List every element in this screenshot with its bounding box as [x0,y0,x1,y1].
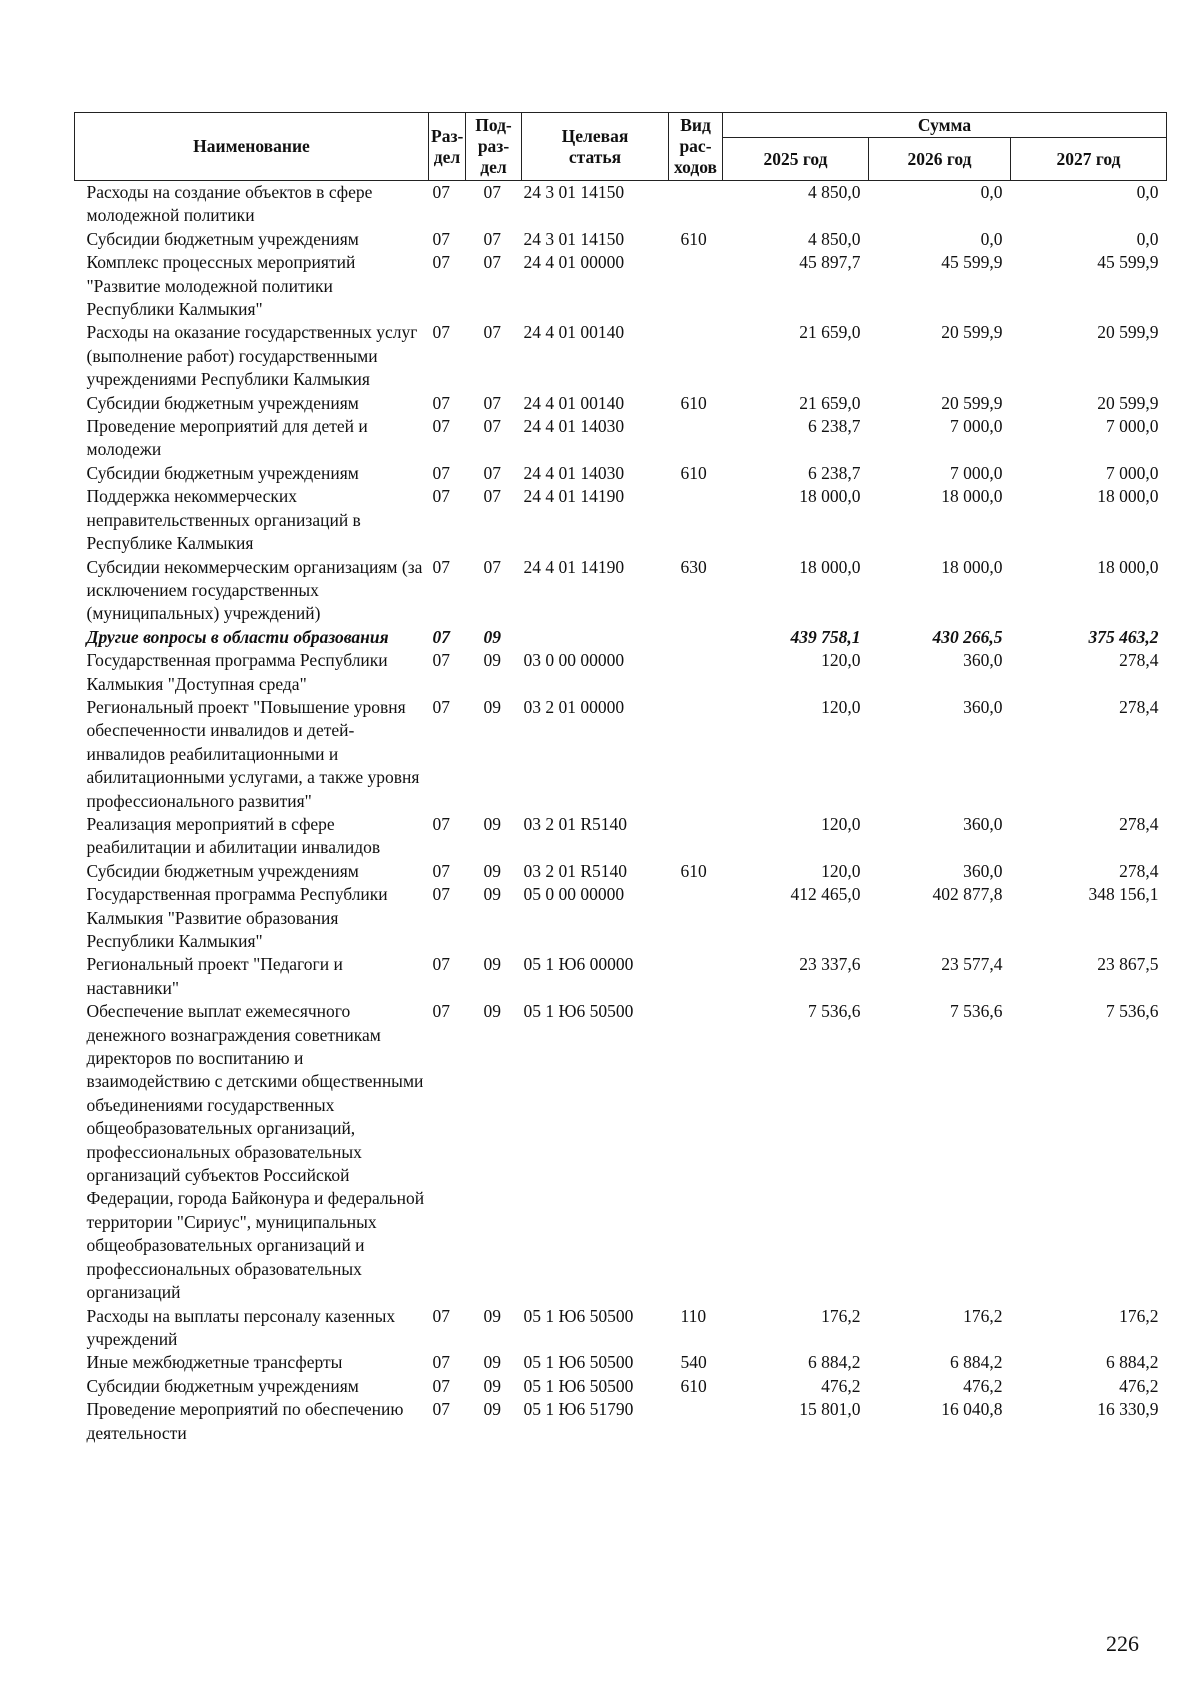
cell-vid [669,251,723,321]
cell-razdel: 07 [432,1305,450,1326]
cell-podrazdel: 07 [483,556,501,577]
cell-razdel: 07 [432,462,450,483]
cell-podrazdel: 09 [483,884,501,905]
cell-vid: 610 [680,462,707,483]
cell-2026: 20 599,9 [941,322,1003,343]
cell-name: Комплекс процессных мероприятий "Развитие молодежной политики Республики Калмыкия" [86,252,356,320]
cell-podrazdel: 09 [483,626,501,647]
cell-name: Расходы на создание объектов в сфере молодежной политики [86,182,373,226]
cell-2026: 45 599,9 [941,252,1003,273]
cell-2025: 15 801,0 [799,1399,861,1420]
cell-name: Субсидии бюджетным учреждениям [86,228,359,249]
cell-razdel: 07 [432,696,450,717]
cell-2026: 0,0 [980,228,1003,249]
header-razdel-text: Раз- дел [431,125,464,167]
cell-celevaya: 24 4 01 00140 [523,322,625,343]
cell-razdel: 07 [432,1375,450,1396]
cell-razdel: 07 [432,486,450,507]
cell-vid [669,953,723,1000]
table-row [75,181,1167,228]
cell-celevaya: 05 0 00 00000 [523,884,625,905]
cell-2025: 18 000,0 [799,556,861,577]
table-row [75,1351,1167,1374]
table-row [75,626,1167,649]
cell-2025: 18 000,0 [799,486,861,507]
cell-name: Расходы на выплаты персоналу казенных учреждений [86,1305,396,1349]
header-year-2026: 2026 год [869,138,1011,181]
cell-2027: 278,4 [1119,860,1159,881]
cell-podrazdel: 09 [483,696,501,717]
cell-vid [669,626,723,649]
table-row [75,883,1167,953]
cell-vid [669,696,723,813]
table-row [75,649,1167,696]
cell-name: Субсидии бюджетным учреждениям [86,462,359,483]
cell-celevaya: 24 4 01 14190 [523,556,625,577]
table-header [75,113,1167,181]
table-row [75,696,1167,813]
cell-2027: 6 884,2 [1106,1352,1159,1373]
cell-podrazdel: 07 [483,182,501,202]
cell-celevaya: 03 2 01 R5140 [523,860,628,881]
cell-2027: 375 463,2 [1088,626,1159,647]
cell-name: Иные межбюджетные трансферты [86,1352,343,1373]
table-row [75,1375,1167,1398]
cell-vid [669,181,723,228]
cell-razdel: 07 [432,1399,450,1420]
cell-celevaya: 05 1 Ю6 50500 [523,1001,634,1022]
cell-razdel: 07 [432,1352,450,1373]
cell-2026: 20 599,9 [941,392,1003,413]
cell-2027: 476,2 [1119,1375,1159,1396]
cell-2026: 16 040,8 [941,1399,1003,1420]
cell-2027: 348 156,1 [1088,884,1159,905]
cell-razdel: 07 [432,650,450,671]
cell-name: Региональный проект "Педагоги и наставники" [86,954,343,998]
cell-celevaya: 05 1 Ю6 00000 [523,954,634,975]
cell-vid: 630 [680,556,707,577]
cell-2026: 402 877,8 [932,884,1003,905]
cell-2025: 6 238,7 [808,416,861,437]
table-row [75,1305,1167,1352]
cell-name: Проведение мероприятий по обеспечению деятельности [86,1399,404,1443]
cell-2025: 176,2 [821,1305,861,1326]
cell-podrazdel: 09 [483,1352,501,1373]
header-celevaya [522,113,669,181]
cell-name: Другие вопросы в области образования [86,626,389,647]
cell-2026: 430 266,5 [932,626,1003,647]
cell-celevaya: 24 4 01 14030 [523,462,625,483]
table-row [75,860,1167,883]
header-year-2025: 2025 год [723,138,869,181]
cell-razdel: 07 [432,322,450,343]
cell-vid [669,415,723,462]
cell-name: Субсидии бюджетным учреждениям [86,1375,359,1396]
cell-podrazdel: 07 [483,462,501,483]
cell-podrazdel: 07 [483,416,501,437]
cell-2027: 0,0 [1136,182,1159,202]
cell-razdel: 07 [432,416,450,437]
cell-name: Реализация мероприятий в сфере реабилитации и абилитации инвалидов [86,813,381,858]
cell-2025: 120,0 [821,860,861,881]
header-summa: Сумма [723,113,1167,138]
cell-celevaya: 24 3 01 14150 [523,182,625,202]
cell-vid [669,1000,723,1304]
cell-2026: 18 000,0 [941,486,1003,507]
cell-vid [669,321,723,391]
cell-name: Государственная программа Республики Калмыкия "Доступная среда" [86,650,388,694]
cell-2026: 360,0 [963,696,1003,717]
cell-razdel: 07 [432,252,450,273]
cell-razdel: 07 [432,182,450,202]
cell-name: Субсидии некоммерческим организациям (за исключением государственных (муниципальных) учреждений) [86,556,423,624]
cell-2025: 4 850,0 [808,228,861,249]
cell-vid: 610 [680,1375,707,1396]
cell-celevaya: 03 0 00 00000 [523,650,625,671]
cell-celevaya: 24 3 01 14150 [523,228,625,249]
cell-2027: 16 330,9 [1097,1399,1159,1420]
table-row [75,485,1167,555]
cell-2027: 278,4 [1119,696,1159,717]
cell-podrazdel: 09 [483,1399,501,1420]
cell-2026: 23 577,4 [941,954,1003,975]
cell-name: Региональный проект "Повышение уровня обеспеченности инвалидов и детей-инвалидов реабилитационными и абилитационными услугами, а также уровня профессионального развития" [86,696,420,811]
cell-podrazdel: 07 [483,486,501,507]
cell-2027: 7 000,0 [1106,462,1159,483]
table-row [75,415,1167,462]
cell-celevaya: 24 4 01 00000 [523,252,625,273]
cell-podrazdel: 09 [483,650,501,671]
cell-celevaya: 05 1 Ю6 50500 [523,1352,634,1373]
header-podrazdel [466,113,522,181]
cell-razdel: 07 [432,556,450,577]
cell-podrazdel: 07 [483,392,501,413]
cell-2026: 18 000,0 [941,556,1003,577]
cell-2025: 412 465,0 [790,884,861,905]
page-number: 226 [1106,1631,1139,1656]
cell-podrazdel: 09 [483,954,501,975]
cell-2027: 7 000,0 [1106,416,1159,437]
table-row [75,813,1167,860]
cell-podrazdel: 09 [483,860,501,881]
cell-2027: 278,4 [1119,650,1159,671]
header-vid [669,113,723,181]
cell-razdel: 07 [432,626,450,647]
cell-2026: 6 884,2 [950,1352,1003,1373]
cell-vid [669,883,723,953]
cell-2025: 7 536,6 [808,1001,861,1022]
cell-name: Проведение мероприятий для детей и молодежи [86,416,368,460]
cell-2026: 176,2 [963,1305,1003,1326]
table-row [75,462,1167,485]
table-row [75,1000,1167,1304]
cell-vid [669,485,723,555]
header-razdel [429,113,466,181]
cell-2026: 0,0 [980,182,1003,202]
cell-razdel: 07 [432,860,450,881]
cell-celevaya: 24 4 01 00140 [523,392,625,413]
table-row [75,1398,1167,1445]
table-row [75,321,1167,391]
budget-table [74,112,1167,1445]
cell-name: Расходы на оказание государственных услуг (выполнение работ) государственными учреждениями Республики Калмыкия [86,322,418,390]
cell-vid [669,813,723,860]
cell-celevaya: 24 4 01 14030 [523,416,625,437]
cell-2027: 20 599,9 [1097,322,1159,343]
cell-2026: 7 000,0 [950,416,1003,437]
header-year-2027: 2027 год [1011,138,1167,181]
cell-celevaya: 05 1 Ю6 50500 [523,1375,634,1396]
cell-2025: 21 659,0 [799,322,861,343]
header-vid-text: Вид рас- ходов [674,115,717,177]
cell-razdel: 07 [432,954,450,975]
cell-razdel: 07 [432,228,450,249]
cell-vid: 540 [680,1352,707,1373]
cell-celevaya: 05 1 Ю6 50500 [523,1305,634,1326]
cell-2027: 18 000,0 [1097,486,1159,507]
cell-podrazdel: 07 [483,252,501,273]
cell-2027: 20 599,9 [1097,392,1159,413]
cell-razdel: 07 [432,392,450,413]
cell-2027: 0,0 [1136,228,1159,249]
cell-name: Субсидии бюджетным учреждениям [86,392,359,413]
cell-podrazdel: 09 [483,1375,501,1396]
cell-2026: 360,0 [963,650,1003,671]
cell-2027: 23 867,5 [1097,954,1159,975]
cell-2026: 7 536,6 [950,1001,1003,1022]
cell-2025: 476,2 [821,1375,861,1396]
cell-razdel: 07 [432,813,450,834]
cell-celevaya: 03 2 01 R5140 [523,813,628,834]
table-row [75,228,1167,251]
cell-celevaya: 05 1 Ю6 51790 [523,1399,634,1420]
cell-podrazdel: 07 [483,322,501,343]
cell-name: Поддержка некоммерческих неправительственных организаций в Республике Калмыкия [86,486,361,554]
cell-name: Обеспечение выплат ежемесячного денежного вознаграждения советникам директоров по воспитанию и взаимодействию с детскими общественными объединениями государственных общеобразовательных организаций, профессиональных образовательных организаций субъектов Российской Федерации, города Байконура и федеральной территории "Сириус", муниципальных общеобразовательных организаций и профессиональных образовательных организаций [86,1001,425,1303]
table-body [75,181,1167,1445]
cell-2025: 120,0 [821,696,861,717]
cell-podrazdel: 09 [483,1001,501,1022]
header-name: Наименование [75,113,429,181]
cell-2027: 7 536,6 [1106,1001,1159,1022]
cell-2026: 360,0 [963,813,1003,834]
cell-2027: 45 599,9 [1097,252,1159,273]
cell-vid: 110 [680,1305,707,1326]
cell-vid: 610 [680,860,707,881]
cell-2027: 18 000,0 [1097,556,1159,577]
cell-celevaya [522,626,669,649]
cell-vid [669,649,723,696]
cell-2025: 120,0 [821,650,861,671]
header-podrazdel-text: Под- раз- дел [475,115,512,177]
cell-2025: 439 758,1 [790,626,861,647]
cell-2025: 4 850,0 [808,182,861,202]
cell-2026: 7 000,0 [950,462,1003,483]
cell-podrazdel: 07 [483,228,501,249]
cell-razdel: 07 [432,884,450,905]
cell-celevaya: 03 2 01 00000 [523,696,625,717]
cell-2026: 476,2 [963,1375,1003,1396]
cell-vid: 610 [680,228,707,249]
table-row [75,953,1167,1000]
cell-2025: 6 238,7 [808,462,861,483]
header-celevaya-text: Целевая статья [561,125,629,167]
cell-vid [669,1398,723,1445]
cell-name: Субсидии бюджетным учреждениям [86,860,359,881]
cell-2026: 360,0 [963,860,1003,881]
table-row [75,556,1167,626]
cell-2025: 45 897,7 [799,252,861,273]
cell-2027: 278,4 [1119,813,1159,834]
table-row [75,251,1167,321]
cell-vid: 610 [680,392,707,413]
cell-name: Государственная программа Республики Калмыкия "Развитие образования Республики Калмыкия" [86,884,388,951]
cell-podrazdel: 09 [483,1305,501,1326]
cell-celevaya: 24 4 01 14190 [523,486,625,507]
cell-2027: 176,2 [1119,1305,1159,1326]
cell-2025: 120,0 [821,813,861,834]
cell-2025: 21 659,0 [799,392,861,413]
cell-2025: 6 884,2 [808,1352,861,1373]
cell-razdel: 07 [432,1001,450,1022]
table-row [75,392,1167,415]
cell-2025: 23 337,6 [799,954,861,975]
cell-podrazdel: 09 [483,813,501,834]
